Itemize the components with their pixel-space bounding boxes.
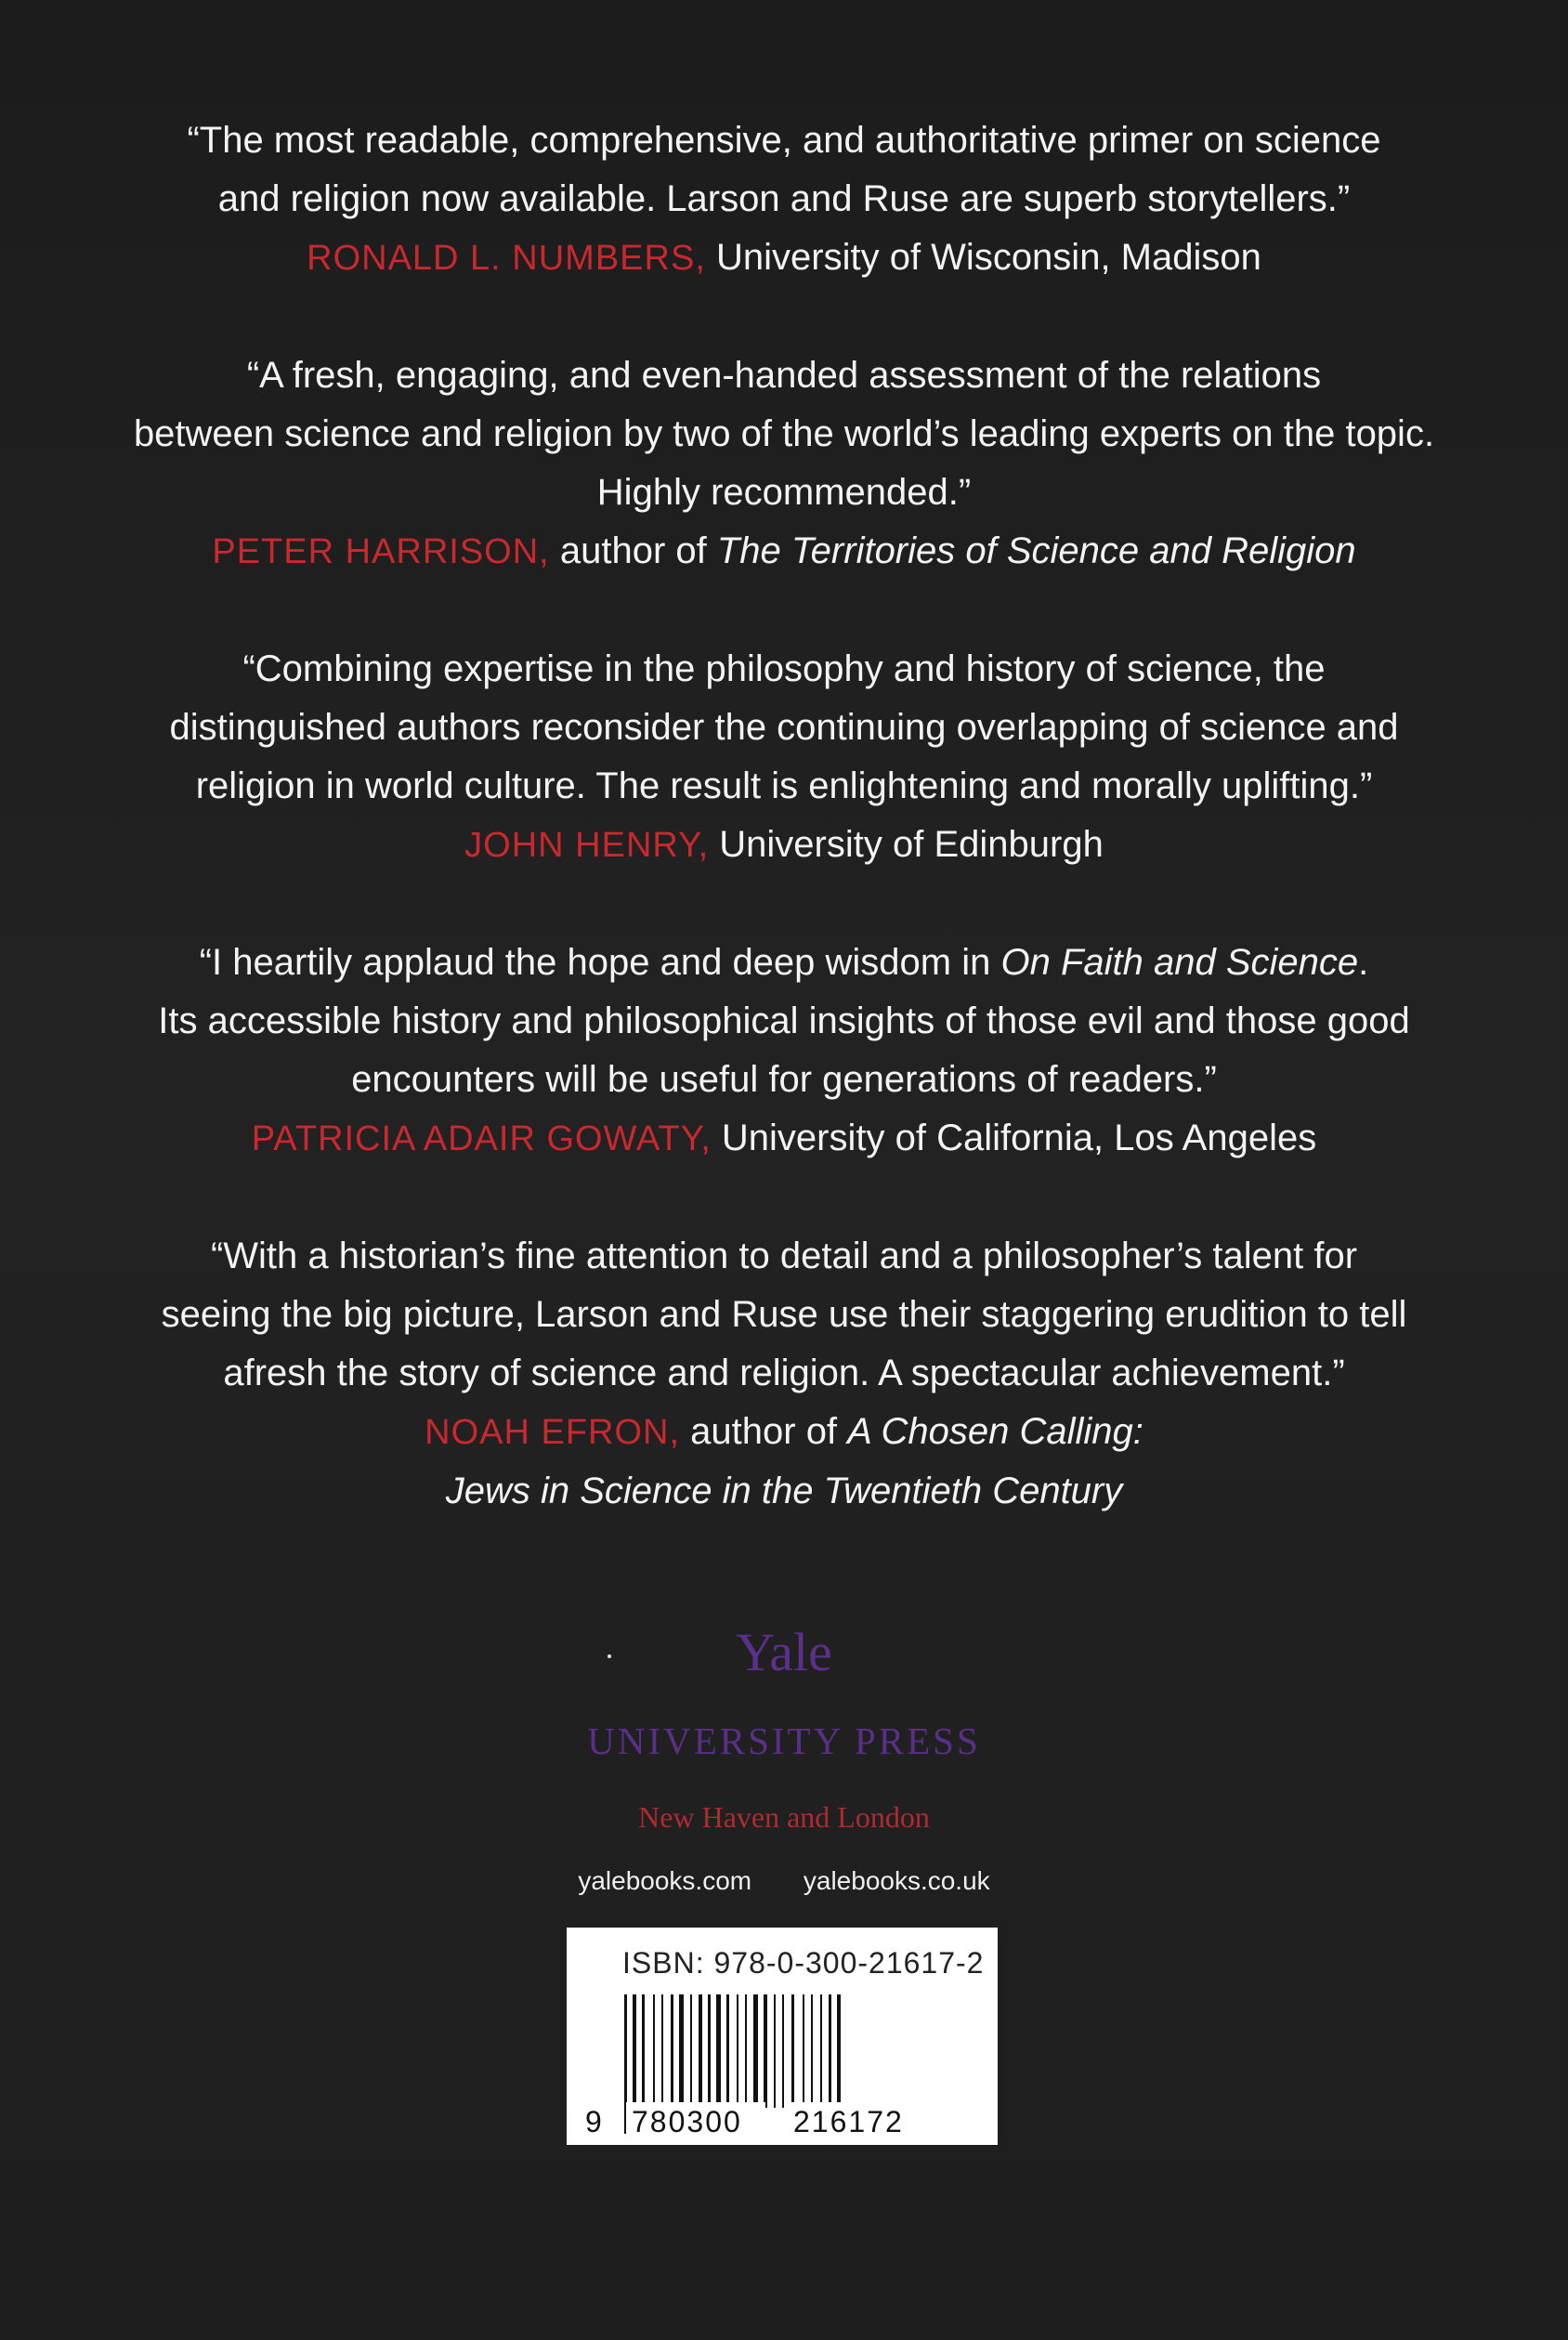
blurb-numbers <box>0 111 1568 288</box>
reviewer-book-title: A Chosen Calling: <box>847 1411 1143 1452</box>
reviewer-name: NOAH EFRON, <box>425 1413 681 1452</box>
blurb-text-line <box>0 934 1568 992</box>
barcode-bar <box>782 1994 784 2108</box>
barcode-bar <box>679 1994 684 2108</box>
blurb-text-line: “The most readable, comprehensive, and authoritative primer on science <box>187 120 1381 161</box>
barcode-bar <box>690 1994 692 2108</box>
isbn-label: ISBN: 978-0-300-21617-2 <box>622 1946 985 1980</box>
barcode-bar <box>661 1994 663 2108</box>
reviewer-book-title-line2: Jews in Science in the Twentieth Century <box>445 1471 1123 1511</box>
barcode-bar <box>820 1994 822 2108</box>
blurb-text-prefix: “I heartily applaud the hope and deep wisdom in <box>199 942 991 983</box>
publisher-logo-subtitle: UNIVERSITY PRESS <box>587 1719 981 1762</box>
blurb-attribution <box>0 1109 1568 1169</box>
barcode-bar <box>837 1994 841 2108</box>
website-us: yalebooks.com <box>578 1866 752 1895</box>
barcode-bar <box>699 1994 702 2108</box>
blurb-efron <box>0 1227 1568 1521</box>
blurb-attribution <box>0 522 1568 582</box>
blurb-attribution <box>0 229 1568 288</box>
reviewer-name: RONALD L. NUMBERS, <box>307 239 706 278</box>
blurb-text-line: afresh the story of science and religion. A spectacular achievement.” <box>223 1353 1345 1393</box>
barcode-bar <box>811 1994 813 2108</box>
reviewer-affiliation: University of Wisconsin, Madison <box>716 237 1261 278</box>
blurb-text-line: “A fresh, engaging, and even-handed assessment of the relations <box>246 355 1322 396</box>
barcode-bar <box>803 1994 804 2108</box>
barcode-bar <box>642 1994 645 2108</box>
barcode-bar <box>829 1994 831 2108</box>
barcode-bar <box>745 1994 747 2108</box>
blurb-book-title: On Faith and Science <box>1000 942 1359 983</box>
barcode-bar <box>653 1994 655 2108</box>
blurb-text-line: distinguished authors reconsider the continuing overlapping of science and <box>169 707 1399 748</box>
blurb-attribution <box>0 816 1568 875</box>
reviewer-name: PETER HARRISON, <box>212 532 550 571</box>
blurb-text-line: seeing the big picture, Larson and Ruse use their staggering erudition to tell <box>161 1294 1407 1335</box>
blurb-gowaty <box>0 934 1568 1169</box>
barcode-bar <box>671 1994 673 2108</box>
blurb-text-line: Its accessible history and philosophical insights of those evil and those good <box>158 1000 1410 1041</box>
barcode-bar <box>726 1994 729 2108</box>
barcode-bar <box>708 1994 711 2108</box>
reviewer-name: JOHN HENRY, <box>464 826 710 865</box>
reviewer-affiliation: University of Edinburgh <box>719 824 1104 865</box>
barcode-bar <box>737 1994 738 2108</box>
blurbs <box>0 111 1568 1579</box>
blurb-text-line: Highly recommended.” <box>596 472 972 513</box>
barcode-bar <box>716 1994 721 2108</box>
reviewer-affiliation-prefix: author of <box>690 1411 838 1452</box>
publisher-websites <box>0 1866 1568 1896</box>
barcode-digits-left: 780300 <box>632 2105 742 2138</box>
blurb-attribution <box>0 1403 1568 1462</box>
blurb-text-line: and religion now available. Larson and Ruse are superb storytellers.” <box>217 178 1351 219</box>
blurb-text-line: encounters will be useful for generations of readers.” <box>351 1059 1217 1100</box>
blurb-text-line: “With a historian’s fine attention to detail and a philosopher’s talent for <box>210 1235 1358 1276</box>
isbn-barcode <box>567 1928 998 2145</box>
barcode-bar <box>764 1994 767 2108</box>
publisher-city: New Haven and London <box>638 1800 930 1834</box>
blurb-henry <box>0 640 1568 875</box>
reviewer-book-title: The Territories of Science and Religion <box>716 530 1356 571</box>
reviewer-affiliation-prefix: author of <box>559 530 707 571</box>
reviewer-name: PATRICIA ADAIR GOWATY, <box>251 1119 712 1158</box>
reviewer-affiliation: University of California, Los Angeles <box>721 1118 1317 1158</box>
barcode-bar <box>753 1994 758 2108</box>
barcode-digits-right: 216172 <box>793 2105 904 2138</box>
blurb-text-line: between science and religion by two of the world’s leading experts on the topic. <box>133 413 1435 454</box>
barcode-graphic <box>567 1928 998 2145</box>
blurb-text-line: “Combining expertise in the philosophy and history of science, the <box>242 648 1326 689</box>
barcode-digit-first: 9 <box>585 2105 602 2138</box>
barcode-bar <box>774 1994 776 2108</box>
blurb-text-line: religion in world culture. The result is enlightening and morally uplifting.” <box>195 765 1373 806</box>
website-uk: yalebooks.co.uk <box>803 1866 990 1895</box>
barcode-bar <box>791 1994 794 2108</box>
publisher-logo-name: Yale <box>736 1622 832 1682</box>
blurb-harrison <box>0 346 1568 582</box>
blurb-text-suffix: . <box>1358 942 1369 983</box>
